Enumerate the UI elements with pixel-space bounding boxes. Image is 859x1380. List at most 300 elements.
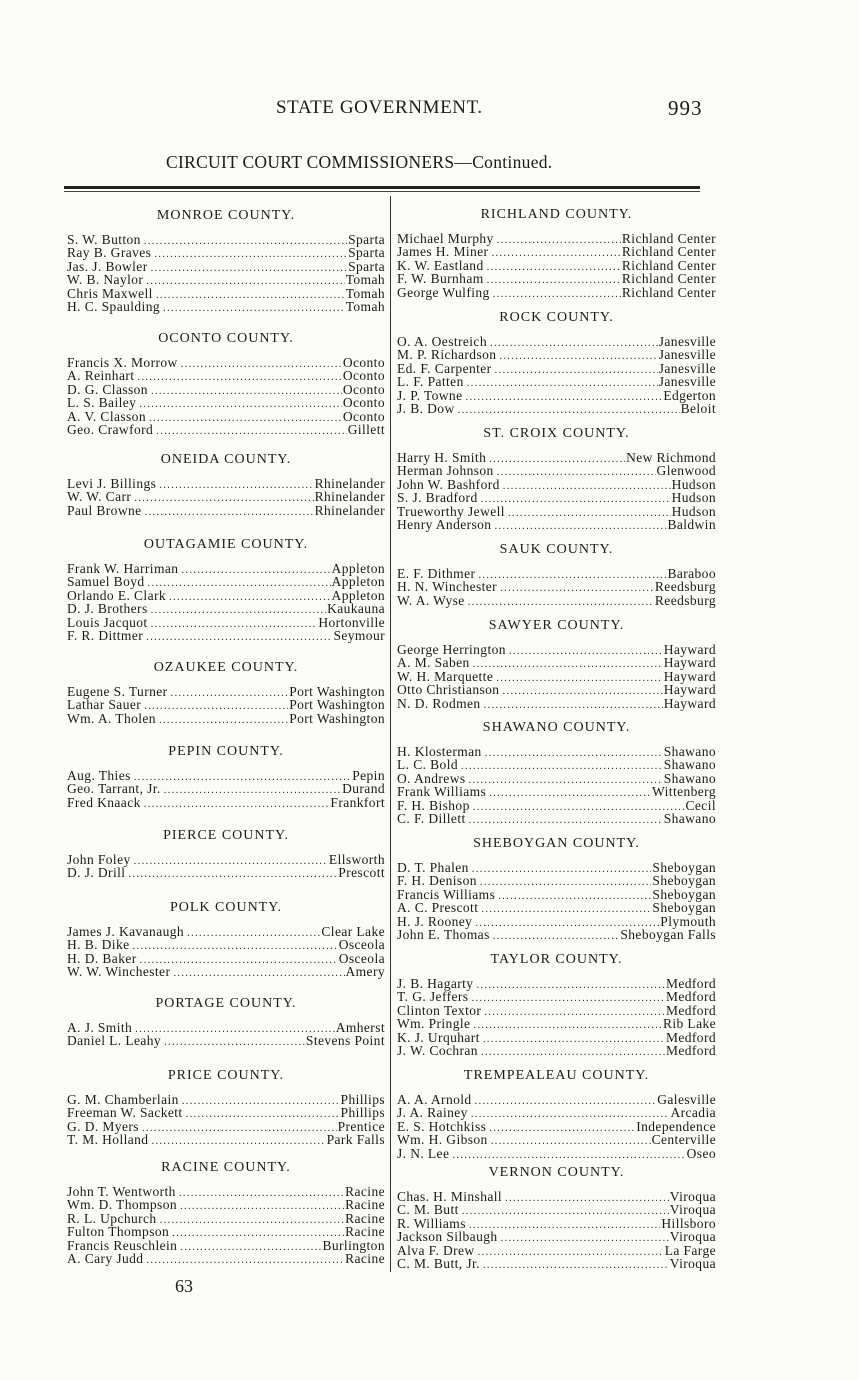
commissioner-entry — [397, 901, 716, 914]
county-heading: PRICE COUNTY. — [167, 1068, 285, 1083]
commissioner-name: Francis Williams — [397, 886, 496, 902]
commissioner-entry — [397, 464, 716, 477]
commissioner-name: C. M. Butt — [397, 1202, 459, 1218]
dot-leader — [505, 1192, 669, 1205]
dot-leader — [475, 1095, 657, 1108]
county-block-portage-county — [67, 996, 385, 1048]
commissioner-name: John T. Wentworth — [67, 1184, 176, 1199]
commissioner-name: O. A. Oestreich — [397, 334, 487, 349]
commissioner-list — [397, 643, 716, 710]
commissioner-town: Sparta — [348, 245, 385, 261]
dot-leader — [146, 631, 332, 644]
commissioner-town: Viroqua — [669, 1189, 716, 1204]
county-block-sauk-county — [397, 542, 716, 607]
commissioner-entry — [67, 1021, 385, 1034]
commissioner-name: Michael Murphy — [397, 231, 494, 246]
commissioner-name: H. J. Rooney — [397, 913, 473, 929]
commissioner-entry — [397, 888, 716, 901]
commissioner-entry — [67, 410, 385, 423]
dot-leader — [151, 262, 348, 275]
commissioner-name: Geo. Crawford — [67, 421, 154, 437]
commissioner-town: Hayward — [663, 642, 716, 657]
commissioner-entry — [397, 478, 716, 491]
dot-leader — [465, 391, 662, 404]
commissioner-town: Hudson — [671, 490, 716, 506]
dot-leader — [156, 289, 345, 302]
commissioner-name: F. R. Dittmer — [67, 627, 144, 643]
dot-leader — [469, 814, 663, 827]
dot-leader — [472, 863, 652, 876]
commissioner-entry — [397, 785, 716, 798]
commissioner-town: Gillett — [347, 421, 385, 437]
commissioner-entry — [397, 272, 716, 285]
commissioner-town: Galesville — [657, 1092, 716, 1107]
commissioner-town: Sheboygan — [652, 860, 716, 875]
dot-leader — [169, 591, 331, 604]
county-heading: SAUK COUNTY. — [499, 542, 614, 557]
commissioner-town: Beloit — [680, 400, 716, 416]
commissioner-town: Kaukauna — [327, 601, 385, 617]
dot-leader — [172, 1227, 344, 1240]
commissioner-entry — [67, 1133, 385, 1146]
commissioner-name: Jackson Silbaugh — [397, 1229, 498, 1245]
commissioner-name: James J. Kavanaugh — [67, 924, 185, 939]
commissioner-town: Richland Center — [621, 284, 716, 300]
commissioner-entry — [397, 697, 716, 710]
county-block-rock-county — [397, 310, 716, 415]
commissioner-entry — [67, 796, 385, 809]
county-heading: ST. CROIX COUNTY. — [483, 426, 630, 441]
commissioner-town: Amherst — [335, 1020, 385, 1035]
commissioner-entry — [397, 799, 716, 812]
commissioner-town: Shawano — [663, 770, 716, 786]
commissioner-town: Sparta — [348, 232, 385, 247]
commissioner-entry — [67, 782, 385, 795]
commissioner-entry — [67, 260, 385, 273]
commissioner-town: Oconto — [342, 355, 385, 370]
county-heading: TREMPEALEAU COUNTY. — [463, 1068, 650, 1083]
commissioner-town: Tomah — [345, 298, 385, 314]
commissioner-entry — [397, 1190, 716, 1203]
county-block-racine-county — [67, 1160, 385, 1265]
commissioner-town: Baldwin — [667, 516, 716, 532]
commissioner-entry — [397, 915, 716, 928]
commissioner-town: Burlington — [322, 1237, 385, 1253]
commissioner-name: Orlando E. Clark — [67, 587, 167, 603]
dot-leader — [142, 1122, 337, 1135]
dot-leader — [137, 371, 341, 384]
commissioner-entry — [397, 683, 716, 696]
dot-leader — [481, 493, 671, 506]
commissioner-entry — [67, 853, 385, 866]
commissioner-town: Medford — [665, 1042, 716, 1058]
county-block-richland-county — [397, 207, 716, 299]
dot-leader — [481, 1046, 665, 1059]
commissioner-name: Samuel Boyd — [67, 574, 145, 590]
commissioner-name: H. Klosterman — [397, 744, 482, 759]
commissioner-town: Richland Center — [621, 244, 716, 260]
commissioner-name: Clinton Textor — [397, 1002, 482, 1018]
commissioner-entry — [397, 567, 716, 580]
commissioner-list — [67, 1021, 385, 1048]
commissioner-entry — [397, 335, 716, 348]
dot-leader — [154, 248, 347, 261]
commissioner-entry — [67, 287, 385, 300]
commissioner-entry — [67, 769, 385, 782]
commissioner-entry — [67, 300, 385, 313]
commissioner-town: Oseo — [686, 1145, 716, 1161]
dot-leader — [144, 700, 288, 713]
commissioner-entry — [67, 504, 385, 517]
dot-leader — [151, 618, 318, 631]
dot-leader — [489, 453, 625, 466]
commissioner-town: Reedsburg — [654, 579, 716, 595]
commissioner-name: Lathar Sauer — [67, 697, 142, 713]
commissioner-entry — [397, 348, 716, 361]
dot-leader — [467, 377, 658, 390]
commissioner-name: W. B. Naylor — [67, 272, 144, 288]
commissioner-name: A. M. Saben — [397, 655, 470, 671]
commissioner-name: Eugene S. Turner — [67, 684, 168, 699]
commissioner-name: J. A. Rainey — [397, 1105, 468, 1121]
commissioner-entry — [397, 491, 716, 504]
commissioner-name: K. J. Urquhart — [397, 1029, 480, 1045]
commissioner-town: Medford — [665, 1002, 716, 1018]
commissioner-entry — [67, 602, 385, 615]
commissioner-name: G. D. Myers — [67, 1118, 139, 1134]
dot-leader — [180, 1241, 321, 1254]
commissioner-name: M. P. Richardson — [397, 347, 497, 363]
commissioner-name: W. A. Wyse — [397, 592, 465, 608]
commissioner-list — [67, 769, 385, 809]
commissioner-entry — [397, 580, 716, 593]
dot-leader — [173, 967, 344, 980]
commissioner-name: A. C. Prescott — [397, 900, 479, 916]
commissioner-name: R. L. Upchurch — [67, 1210, 157, 1226]
commissioner-entry — [397, 772, 716, 785]
commissioner-entry — [397, 745, 716, 758]
commissioner-town: New Richmond — [626, 450, 716, 465]
commissioner-name: Henry Anderson — [397, 516, 492, 532]
dot-leader — [487, 274, 621, 287]
county-heading: VERNON COUNTY. — [488, 1165, 625, 1180]
heading-rule-thin — [64, 191, 700, 192]
commissioner-town: Clear Lake — [321, 924, 385, 939]
dot-leader — [151, 1135, 325, 1148]
commissioner-list — [397, 232, 716, 299]
dot-leader — [187, 927, 320, 940]
commissioner-town: Frankfort — [330, 794, 385, 810]
dot-leader — [509, 645, 663, 658]
commissioner-town: Tomah — [345, 272, 385, 288]
commissioner-name: S. W. Button — [67, 232, 141, 247]
commissioner-entry — [397, 1044, 716, 1057]
dot-leader — [145, 506, 314, 519]
dot-leader — [484, 1006, 665, 1019]
commissioner-name: Wm. D. Thompson — [67, 1197, 177, 1213]
commissioner-entry — [397, 643, 716, 656]
dot-leader — [491, 1135, 651, 1148]
commissioner-name: John W. Bashford — [397, 476, 500, 492]
commissioner-entry — [67, 1239, 385, 1252]
running-title: STATE GOVERNMENT. — [276, 97, 483, 118]
commissioner-name: Alva F. Drew — [397, 1242, 475, 1258]
commissioner-town: Rhinelander — [314, 489, 385, 505]
commissioner-entry — [67, 712, 385, 725]
commissioner-name: Chris Maxwell — [67, 285, 153, 301]
commissioner-town: Medford — [665, 989, 716, 1005]
commissioner-town: Amery — [345, 964, 385, 980]
county-block-oconto-county — [67, 331, 385, 436]
dot-leader — [473, 658, 663, 671]
commissioner-name: D. T. Phalen — [397, 860, 469, 875]
commissioner-entry — [397, 518, 716, 531]
dot-leader — [462, 1205, 669, 1218]
commissioner-town: Medford — [665, 976, 716, 991]
commissioner-entry — [397, 286, 716, 299]
dot-leader — [171, 687, 289, 700]
dot-leader — [481, 903, 651, 916]
dot-leader — [146, 275, 344, 288]
county-heading: OCONTO COUNTY. — [158, 331, 294, 346]
commissioner-town: Medford — [665, 1029, 716, 1045]
commissioner-town: Janesville — [658, 374, 716, 390]
commissioner-entry — [67, 490, 385, 503]
dot-leader — [156, 425, 347, 438]
commissioner-name: Daniel L. Leahy — [67, 1033, 162, 1049]
commissioner-entry — [67, 396, 385, 409]
commissioner-name: F. H. Bishop — [397, 797, 470, 813]
commissioner-entry — [397, 402, 716, 415]
dot-leader — [508, 507, 671, 520]
dot-leader — [499, 350, 657, 363]
commissioner-name: D. J. Brothers — [67, 601, 148, 617]
commissioner-name: O. Andrews — [397, 770, 466, 786]
commissioner-list — [67, 925, 385, 979]
commissioner-town: Sheboygan — [652, 900, 716, 916]
dot-leader — [496, 672, 662, 685]
commissioner-town: Sheboygan — [652, 886, 716, 902]
dot-leader — [146, 1254, 344, 1267]
commissioner-entry — [397, 1147, 716, 1160]
commissioner-name: A. Cary Judd — [67, 1250, 144, 1266]
commissioner-town: Oconto — [342, 381, 385, 397]
commissioner-name: D. J. Drill — [67, 865, 126, 881]
commissioner-entry — [397, 1217, 716, 1230]
commissioner-entry — [397, 1203, 716, 1216]
county-block-oneida-county — [67, 452, 385, 517]
commissioner-entry — [67, 383, 385, 396]
commissioner-name: H. C. Spaulding — [67, 298, 161, 314]
commissioner-entry — [397, 1257, 716, 1270]
commissioner-entry — [67, 925, 385, 938]
commissioner-town: Park Falls — [326, 1132, 385, 1148]
commissioner-list — [397, 451, 716, 531]
commissioner-entry — [397, 505, 716, 518]
commissioner-name: George Wulfing — [397, 284, 490, 300]
county-heading: ROCK COUNTY. — [499, 310, 614, 325]
commissioner-list — [67, 233, 385, 313]
commissioner-town: Racine — [345, 1250, 385, 1266]
commissioner-town: Seymour — [333, 627, 385, 643]
commissioner-name: Paul Browne — [67, 502, 142, 518]
commissioner-town: Viroqua — [669, 1255, 716, 1271]
commissioner-town: Glenwood — [656, 463, 716, 479]
commissioner-entry — [397, 389, 716, 402]
commissioner-town: Baraboo — [667, 566, 716, 581]
commissioner-list — [397, 335, 716, 415]
commissioner-entry — [67, 1120, 385, 1133]
commissioner-name: George Herrington — [397, 642, 506, 657]
dot-leader — [498, 890, 651, 903]
section-heading: CIRCUIT COURT COMMISSIONERS—Continued. — [166, 152, 553, 172]
commissioner-entry — [397, 758, 716, 771]
commissioner-town: Prescott — [338, 865, 385, 881]
county-heading: MONROE COUNTY. — [156, 208, 296, 223]
commissioner-entry — [67, 1106, 385, 1119]
commissioner-town: Hillsboro — [661, 1215, 716, 1231]
dot-leader — [144, 235, 347, 248]
commissioner-town: Appleton — [331, 587, 385, 603]
column-divider — [390, 196, 391, 1272]
commissioner-entry — [67, 369, 385, 382]
dot-leader — [473, 1019, 662, 1032]
dot-leader — [497, 234, 621, 247]
commissioner-town: Plymouth — [660, 913, 716, 929]
county-heading: RACINE COUNTY. — [161, 1160, 291, 1175]
commissioner-town: Oconto — [342, 368, 385, 384]
commissioner-entry — [67, 356, 385, 369]
commissioner-town: Racine — [345, 1210, 385, 1226]
commissioner-list — [67, 562, 385, 642]
commissioner-name: Geo. Tarrant, Jr. — [67, 781, 161, 797]
commissioner-town: Ellsworth — [328, 852, 385, 867]
county-block-sawyer-county — [397, 618, 716, 710]
commissioner-entry — [397, 1230, 716, 1243]
dot-leader — [480, 876, 652, 889]
dot-leader — [182, 1095, 340, 1108]
commissioner-town: Richland Center — [621, 257, 716, 273]
county-heading: OUTAGAMIE COUNTY. — [143, 537, 309, 552]
county-heading: ONEIDA COUNTY. — [160, 452, 292, 467]
commissioner-entry — [67, 589, 385, 602]
dot-leader — [159, 479, 313, 492]
dot-leader — [478, 569, 666, 582]
commissioner-entry — [67, 423, 385, 436]
commissioner-list — [397, 567, 716, 607]
commissioner-town: Richland Center — [621, 231, 716, 246]
commissioner-name: Chas. H. Minshall — [397, 1189, 503, 1204]
dot-leader — [495, 364, 658, 377]
commissioner-entry — [67, 866, 385, 879]
commissioner-town: Edgerton — [663, 387, 716, 403]
page-number: 993 — [668, 96, 703, 120]
dot-leader — [151, 604, 326, 617]
dot-leader — [186, 1108, 340, 1121]
commissioner-name: K. W. Eastland — [397, 257, 484, 273]
commissioner-name: C. M. Butt, Jr. — [397, 1255, 480, 1271]
commissioner-list — [67, 1093, 385, 1147]
commissioner-entry — [397, 245, 716, 258]
commissioner-entry — [67, 938, 385, 951]
commissioner-name: Louis Jacquot — [67, 614, 148, 630]
commissioner-name: F. W. Burnham — [397, 271, 484, 287]
commissioner-entry — [67, 273, 385, 286]
county-block-ozaukee-county — [67, 660, 385, 725]
commissioner-name: W. W. Carr — [67, 489, 132, 505]
commissioner-entry — [397, 656, 716, 669]
county-heading: OZAUKEE COUNTY. — [153, 660, 299, 675]
dot-leader — [163, 302, 345, 315]
dot-leader — [149, 412, 342, 425]
dot-leader — [160, 1214, 345, 1227]
dot-leader — [501, 1232, 669, 1245]
commissioner-town: Osceola — [338, 937, 385, 953]
commissioner-town: Hudson — [671, 503, 716, 519]
commissioner-entry — [67, 562, 385, 575]
commissioner-name: J. B. Dow — [397, 400, 455, 416]
commissioner-entry — [67, 1225, 385, 1238]
commissioner-entry — [397, 1120, 716, 1133]
commissioner-town: Sheboygan — [652, 873, 716, 889]
commissioner-name: E. F. Dithmer — [397, 566, 476, 581]
county-heading: POLK COUNTY. — [169, 900, 283, 915]
commissioner-entry — [397, 990, 716, 1003]
commissioner-name: A. Reinhart — [67, 368, 135, 384]
commissioner-entry — [397, 232, 716, 245]
commissioner-name: T. G. Jeffers — [397, 989, 469, 1005]
dot-leader — [483, 1259, 669, 1272]
commissioner-name: Fred Knaack — [67, 794, 141, 810]
county-block-shawano-county — [397, 720, 716, 825]
commissioner-entry — [67, 1034, 385, 1047]
commissioner-list — [67, 685, 385, 725]
dot-leader — [128, 868, 337, 881]
dot-leader — [489, 1122, 635, 1135]
commissioner-town: Port Washington — [289, 684, 385, 699]
commissioner-name: Wm. H. Gibson — [397, 1132, 488, 1148]
commissioner-town: Shawano — [663, 744, 716, 759]
commissioner-entry — [67, 1212, 385, 1225]
commissioner-name: Harry H. Smith — [397, 450, 487, 465]
commissioner-name: Trueworthy Jewell — [397, 503, 505, 519]
commissioner-name: D. G. Classon — [67, 381, 148, 397]
commissioner-town: Racine — [345, 1224, 385, 1240]
dot-leader — [493, 930, 620, 943]
commissioner-town: Racine — [345, 1184, 385, 1199]
commissioner-town: Prentice — [337, 1118, 385, 1134]
dot-leader — [478, 1246, 664, 1259]
commissioner-entry — [397, 451, 716, 464]
commissioner-name: F. H. Denison — [397, 873, 477, 889]
commissioner-name: Jas. J. Bowler — [67, 258, 148, 274]
commissioner-town: Racine — [345, 1197, 385, 1213]
commissioner-name: N. D. Rodmen — [397, 695, 481, 711]
commissioner-name: J. W. Cochran — [397, 1042, 478, 1058]
commissioner-name: A. V. Classon — [67, 408, 146, 424]
heading-rule-thick — [64, 186, 700, 189]
commissioner-name: Wm. Pringle — [397, 1016, 471, 1032]
commissioner-name: J. P. Towne — [397, 387, 463, 403]
commissioner-name: W. W. Winchester — [67, 964, 171, 980]
dot-leader — [181, 564, 330, 577]
commissioner-entry — [397, 812, 716, 825]
commissioner-name: E. S. Hotchkiss — [397, 1118, 487, 1134]
commissioner-town: Hayward — [663, 668, 716, 684]
county-heading: SHEBOYGAN COUNTY. — [473, 836, 640, 851]
commissioner-entry — [397, 1017, 716, 1030]
commissioner-name: A. J. Smith — [67, 1020, 133, 1035]
